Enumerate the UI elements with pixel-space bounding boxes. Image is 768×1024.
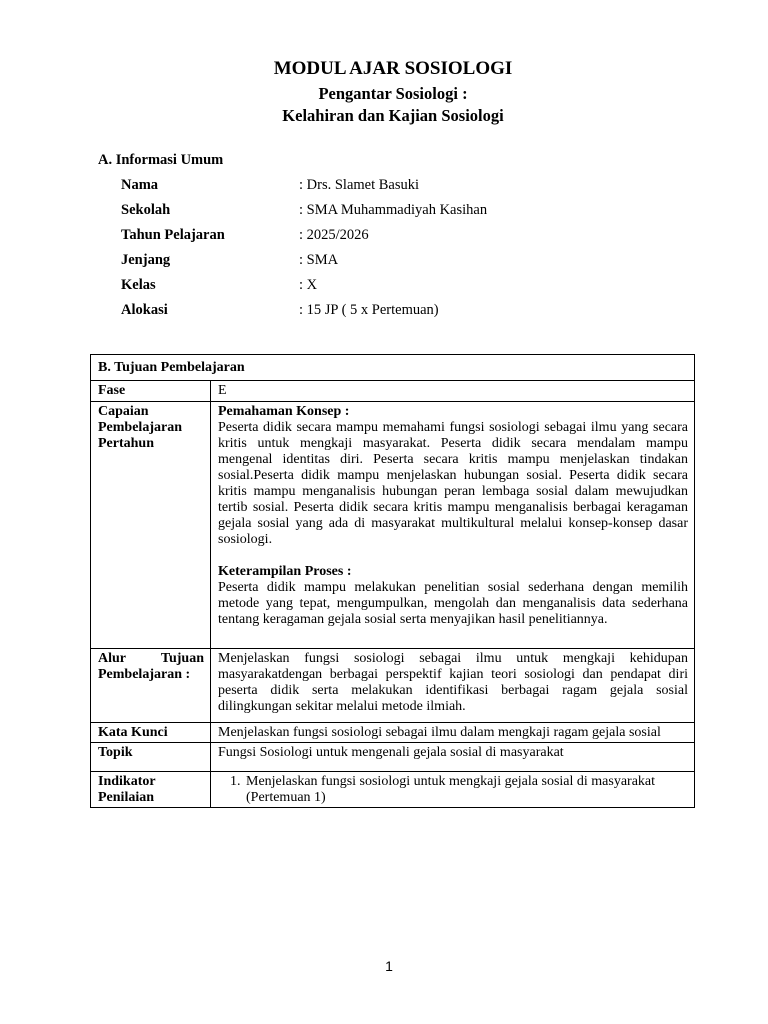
- info-value: : 15 JP ( 5 x Pertemuan): [299, 302, 439, 318]
- info-value: : X: [299, 277, 318, 293]
- document-title: MODUL AJAR SOSIOLOGI: [273, 58, 513, 79]
- fase-label: Fase: [91, 381, 211, 402]
- info-value: : SMA Muhammadiyah Kasihan: [299, 202, 488, 218]
- kata-kunci-content: Menjelaskan fungsi sosiologi sebagai ilmu dalam mengkaji ragam gejala sosial: [211, 723, 695, 743]
- page-number: 1: [385, 958, 393, 974]
- table-header-row: [91, 355, 695, 381]
- info-label: Tahun Pelajaran: [121, 227, 225, 243]
- table-row-indikator: [91, 772, 695, 808]
- keterampilan-proses-title: Keterampilan Proses :: [218, 564, 352, 579]
- alur-content: Menjelaskan fungsi sosiologi sebagai ilmu untuk mengkaji kehidupan masyarakatdengan berbagai perspektif kajian teori sosiologi dan pendapat diri peserta didik serta melakukan identifikasi berbagai ragam gejala sosial dilingkungan sekitar melalui metode ilmiah.: [211, 649, 695, 723]
- indikator-list: [218, 774, 688, 806]
- topik-content: Fungsi Sosiologi untuk mengenali gejala sosial di masyarakat: [211, 743, 695, 772]
- alur-label-line: Alur Tujuan: [98, 651, 204, 666]
- indikator-label: [91, 772, 211, 808]
- list-item: 1. Menjelaskan fungsi sosiologi untuk mengkaji gejala sosial di masyarakat (Pertemuan 1): [244, 774, 688, 806]
- info-row-tahun-pelajaran: [121, 227, 681, 247]
- info-row-nama: [121, 177, 681, 197]
- table-row-fase: [91, 381, 695, 402]
- info-label: Sekolah: [121, 202, 171, 218]
- capaian-label-line: Pembelajaran: [98, 420, 182, 435]
- tujuan-pembelajaran-table: [90, 354, 695, 808]
- info-label: Alokasi: [121, 302, 168, 318]
- table-row-topik: [91, 743, 695, 772]
- section-heading-informasi-umum: A. Informasi Umum: [98, 152, 224, 168]
- info-value: : Drs. Slamet Basuki: [299, 177, 420, 193]
- pemahaman-konsep-title: Pemahaman Konsep :: [218, 404, 350, 419]
- table-row-alur: [91, 649, 695, 723]
- capaian-content: [211, 402, 695, 649]
- info-row-alokasi: [121, 302, 681, 322]
- alur-label: [91, 649, 211, 723]
- alur-label-line: Pembelajaran :: [98, 667, 191, 682]
- capaian-label-line: Pertahun: [98, 436, 154, 451]
- fase-value: E: [211, 381, 695, 402]
- info-label: Kelas: [121, 277, 156, 293]
- kata-kunci-label: Kata Kunci: [91, 723, 211, 743]
- info-label: Nama: [121, 177, 159, 193]
- indikator-label-line: Penilaian: [98, 790, 155, 805]
- pemahaman-konsep-text: Peserta didik secara mampu memahami fungsi sosiologi sebagai ilmu yang secara kritis untuk mengkaji masyarakat. Peserta didik secara mendalam mampu mengenal identitas diri. Peserta secara kritis mampu menjelaskan tindakan sosial.Peserta didik mampu menjelaskan hubungan sosial. Peserta didik secara kritis mampu menganalisis hubungan peran lembaga sosial dalam mewujudkan tertib sosial. Peserta didik secara kritis mampu menganalisis berbagai keragaman gejala sosial yang ada di masyarakat multikultural melalui konsep-konsep dasar sosiologi.: [218, 420, 688, 547]
- info-row-sekolah: [121, 202, 681, 222]
- document-subtitle: Pengantar Sosiologi :: [318, 84, 468, 103]
- capaian-label-line: Capaian: [98, 404, 149, 419]
- info-label: Jenjang: [121, 252, 171, 268]
- keterampilan-proses-text: Peserta didik mampu melakukan penelitian sosial sederhana dengan memilih metode yang tepat, mengumpulkan, mengolah dan menganalisis data sederhana tentang keragaman gejala sosial serta menyajikan hasil penelitiannya.: [218, 580, 688, 627]
- capaian-label: [91, 402, 211, 649]
- info-row-jenjang: [121, 252, 681, 272]
- table-row-capaian: [91, 402, 695, 649]
- info-row-kelas: [121, 277, 681, 297]
- info-value: : SMA: [299, 252, 339, 268]
- indikator-label-line: Indikator: [98, 774, 156, 789]
- info-value: : 2025/2026: [299, 227, 369, 243]
- topik-label: Topik: [91, 743, 211, 772]
- table-row-kata-kunci: [91, 723, 695, 743]
- document-subtitle-topic: Kelahiran dan Kajian Sosiologi: [282, 106, 504, 125]
- section-heading-tujuan-pembelajaran: B. Tujuan Pembelajaran: [91, 355, 695, 381]
- indikator-content: [211, 772, 695, 808]
